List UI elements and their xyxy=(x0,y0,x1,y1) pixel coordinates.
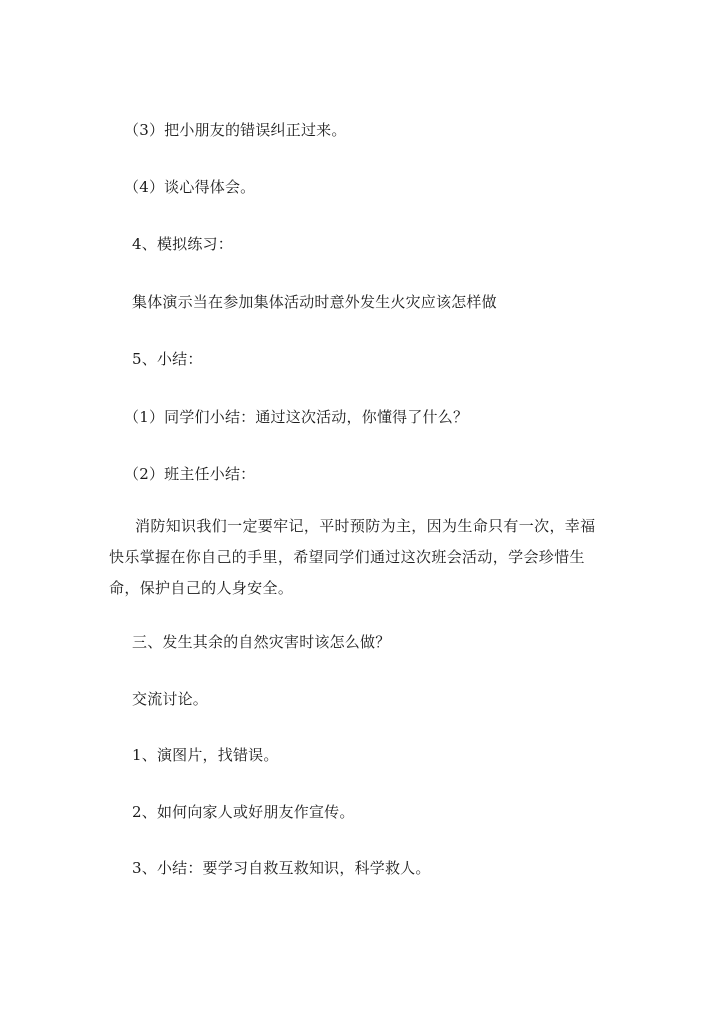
section-three-heading: 三、发生其余的自然灾害时该怎么做？ xyxy=(132,633,391,651)
item-students-summary: （1）同学们小结：通过这次活动，你懂得了什么？ xyxy=(124,408,469,426)
heading-summary: 5、小结： xyxy=(132,350,203,368)
discussion-line: 交流讨论。 xyxy=(132,690,209,708)
item-find-errors: 1、演图片，找错误。 xyxy=(132,746,279,764)
simulation-description: 集体演示当在参加集体活动时意外发生火灾应该怎样做 xyxy=(132,293,497,311)
summary-paragraph-text: 消防知识我们一定要牢记，平时预防为主，因为生命只有一次，幸福快乐掌握在你自己的手里，希望同学们通过这次班会活动，学会珍惜生命，保护自己的人身安全。 xyxy=(109,517,596,597)
item-share-experience: （4）谈心得体会。 xyxy=(124,178,256,196)
item-self-rescue-summary: 3、小结：要学习自救互救知识，科学救人。 xyxy=(132,859,431,877)
heading-simulation-practice: 4、模拟练习： xyxy=(132,235,233,253)
item-correct-mistakes: （3）把小朋友的错误纠正过来。 xyxy=(124,121,347,139)
summary-paragraph xyxy=(109,511,609,604)
item-promote-to-family: 2、如何向家人或好朋友作宣传。 xyxy=(132,803,355,821)
item-teacher-summary: （2）班主任小结： xyxy=(124,465,256,483)
